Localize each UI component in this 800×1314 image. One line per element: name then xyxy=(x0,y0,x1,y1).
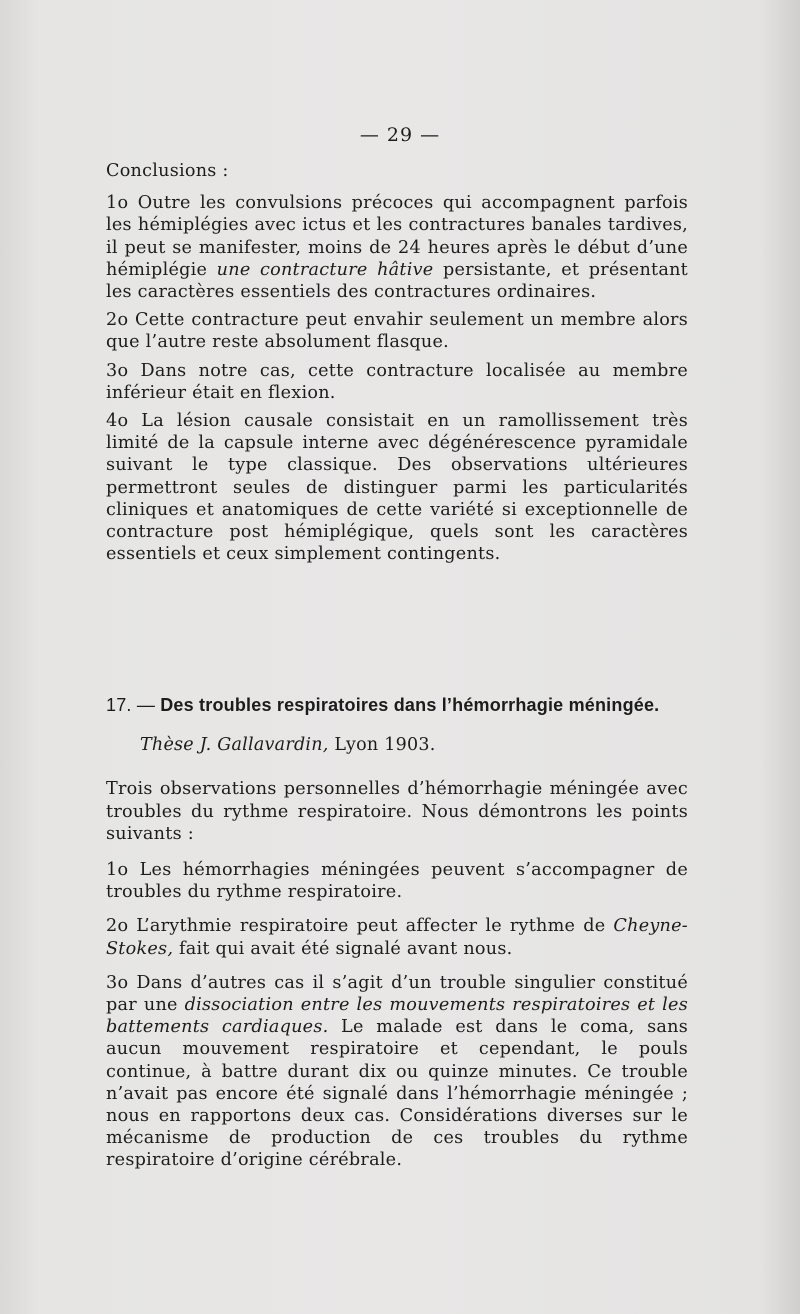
conclusion-item-4 xyxy=(106,410,688,565)
conclusion-item-1-text-end: persistante, et présentant les caractères essentiels des contractures ordinaires. xyxy=(106,259,689,303)
item-marker: 3o xyxy=(106,972,129,993)
conclusion-item-4-text: La lésion causale consistait en un ramollissement très limité de la capsule interne avec dégénérescence pyramidale suivant le type classique. Des observations ultérieures permettront seules de distinguer parmi les particularités cliniques et anatomiques de cette variété si exceptionnelle de contracture post hémiplégique, quels sont les caractères essentiels et ceux simplement contingents. xyxy=(106,411,688,565)
item-marker: 3o xyxy=(106,360,129,381)
conclusion-item-3-text: Dans notre cas, cette contracture localisée au membre inférieur était en flexion. xyxy=(106,360,688,403)
conclusion-item-2-text: Cette contracture peut envahir seulement un membre alors que l’autre reste absolument flasque. xyxy=(106,310,688,353)
item-marker: 2o xyxy=(106,310,129,331)
item-marker: 1o xyxy=(106,860,129,881)
item-marker: 1o xyxy=(106,193,129,214)
section-17-item-2-emphasis: Cheyne-Stokes, xyxy=(106,916,688,959)
conclusion-item-1-text: Outre les convulsions précoces qui accompagnent parfois les hémiplégies avec ictus et les contractures banales tardives, il peut se manifester, moins de 24 heures après le début d’une hémiplégie xyxy=(106,193,688,280)
section-17-item-3-text: Dans d’autres cas il s’agit d’un trouble singulier constitué par une xyxy=(106,972,688,1016)
section-17-heading xyxy=(106,694,688,716)
section-17-item-2-text: L’arythmie respiratoire peut affecter le rythme de xyxy=(128,916,614,937)
section-17-item-3 xyxy=(106,972,688,1172)
thesis-author: Thèse J. Gallavardin, xyxy=(140,735,329,756)
thesis-reference xyxy=(106,734,688,756)
section-17 xyxy=(106,694,688,1172)
section-17-intro: Trois observations personnelles d’hémorrhagie méningée avec troubles du rythme respiratoire. Nous démontrons les points suivants : xyxy=(106,779,688,844)
conclusion-item-1-emphasis: une contracture hâtive xyxy=(216,259,434,280)
section-17-item-1-text: Les hémorrhagies méningées peuvent s’accompagner de troubles du rythme respiratoire. xyxy=(106,860,688,903)
section-17-item-3-text-end: Le malade est dans le coma, sans aucun mouvement respiratoire et cependant, le pouls continue, à battre durant dix ou quinze minutes. Ce trouble n’avait pas encore été signalé dans l’hémorrhagie méningée ; nous en rapportons deux cas. Considérations diverses sur le mécanisme de production de ces troubles du rythme respiratoire d’origine cérébrale. xyxy=(106,1017,688,1171)
conclusion-item-2 xyxy=(106,309,688,353)
item-marker: 2o xyxy=(106,916,129,937)
conclusion-item-1 xyxy=(106,192,688,303)
conclusions-section xyxy=(106,160,688,565)
section-17-title: Des troubles respiratoires dans l’hémorrhagie méningée. xyxy=(160,695,660,715)
item-marker: 4o xyxy=(106,411,129,432)
conclusion-item-3 xyxy=(106,360,688,404)
section-17-number: 17. — xyxy=(106,695,156,715)
section-17-item-3-emphasis: dissociation entre les mouvements respiratoires et les battements cardiaques. xyxy=(106,995,688,1038)
page-number: — 29 — xyxy=(359,124,441,146)
section-17-item-2 xyxy=(106,915,688,959)
section-17-item-2-text-end: fait qui avait été signalé avant nous. xyxy=(173,938,513,959)
thesis-place: Lyon 1903. xyxy=(328,735,436,756)
conclusions-title: Conclusions : xyxy=(106,161,229,181)
section-17-item-1 xyxy=(106,859,688,903)
